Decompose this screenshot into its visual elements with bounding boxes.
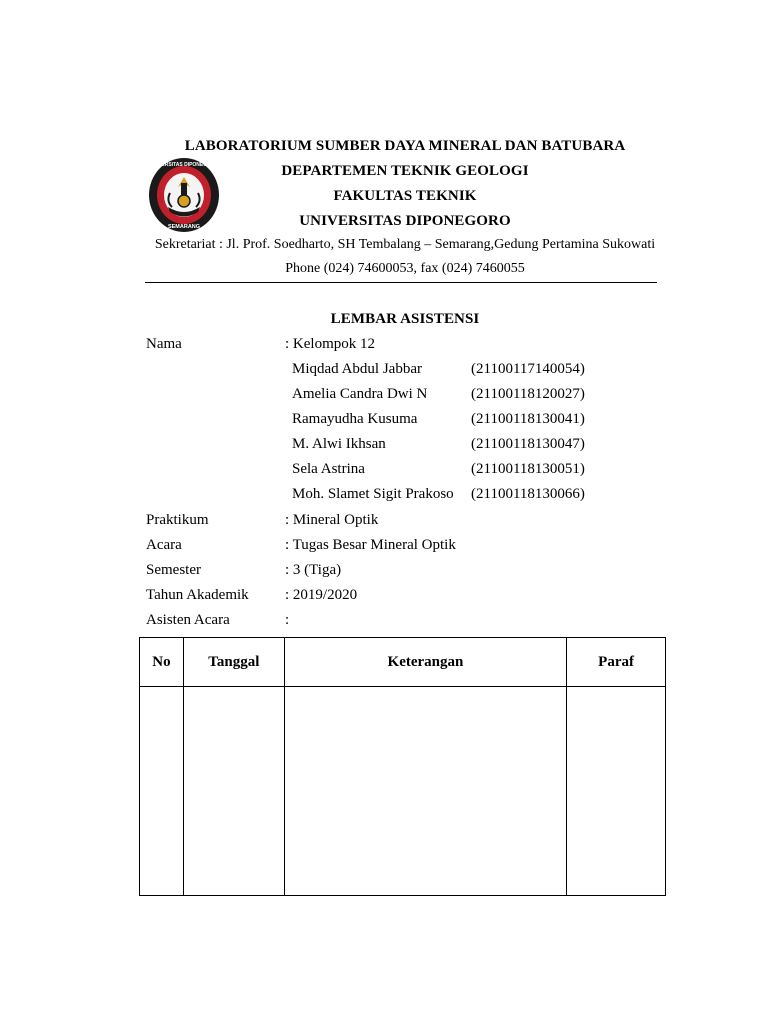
col-header-keterangan: Keterangan <box>284 638 566 687</box>
member-nim: (21100117140054) <box>471 361 585 377</box>
col-header-no: No <box>140 638 184 687</box>
tahun-akademik-value: : 2019/2020 <box>285 587 358 603</box>
phone-line: Phone (024) 74600053, fax (024) 7460055 <box>285 261 525 276</box>
table-row <box>140 687 666 896</box>
member-nim: (21100118130047) <box>471 436 585 452</box>
member-nim: (21100118130066) <box>471 486 585 502</box>
member-nim: (21100118130041) <box>471 411 585 427</box>
nama-value: : Kelompok 12 <box>285 336 375 352</box>
col-header-tanggal: Tanggal <box>183 638 284 687</box>
cell-tanggal[interactable] <box>183 687 284 896</box>
cell-no[interactable] <box>140 687 184 896</box>
col-header-paraf: Paraf <box>567 638 666 687</box>
member-nim: (21100118130051) <box>471 461 585 477</box>
university-name: UNIVERSITAS DIPONEGORO <box>299 213 511 229</box>
semester-label: Semester <box>146 562 201 578</box>
page-title: LEMBAR ASISTENSI <box>330 311 480 327</box>
member-name: Moh. Slamet Sigit Prakoso <box>292 486 454 502</box>
address-line: Sekretariat : Jl. Prof. Soedharto, SH Tembalang – Semarang,Gedung Pertamina Sukowati <box>154 237 656 252</box>
department-name: DEPARTEMEN TEKNIK GEOLOGI <box>281 163 529 179</box>
member-name: Miqdad Abdul Jabbar <box>292 361 422 377</box>
praktikum-label: Praktikum <box>146 512 209 528</box>
acara-label: Acara <box>146 537 182 553</box>
member-name: Amelia Candra Dwi N <box>292 386 428 402</box>
member-name: Sela Astrina <box>292 461 365 477</box>
asisten-acara-label: Asisten Acara <box>146 612 230 628</box>
assistance-table <box>139 637 666 896</box>
faculty-name: FAKULTAS TEKNIK <box>333 188 477 204</box>
nama-label: Nama <box>146 336 182 352</box>
tahun-akademik-label: Tahun Akademik <box>146 587 249 603</box>
logo-text-top: UNIVERSITAS DIPONEGORO <box>149 162 219 168</box>
header-divider <box>145 282 657 283</box>
member-name: Ramayudha Kusuma <box>292 411 418 427</box>
member-name: M. Alwi Ikhsan <box>292 436 386 452</box>
asisten-acara-value: : <box>285 612 290 628</box>
cell-paraf[interactable] <box>567 687 666 896</box>
acara-value: : Tugas Besar Mineral Optik <box>285 537 456 553</box>
cell-keterangan[interactable] <box>284 687 566 896</box>
member-nim: (21100118120027) <box>471 386 585 402</box>
logo-text-bottom: SEMARANG <box>167 224 201 230</box>
praktikum-value: : Mineral Optik <box>285 512 379 528</box>
table-header-row <box>140 638 666 687</box>
semester-value: : 3 (Tiga) <box>285 562 342 578</box>
lab-name: LABORATORIUM SUMBER DAYA MINERAL DAN BATUBARA <box>184 138 626 154</box>
